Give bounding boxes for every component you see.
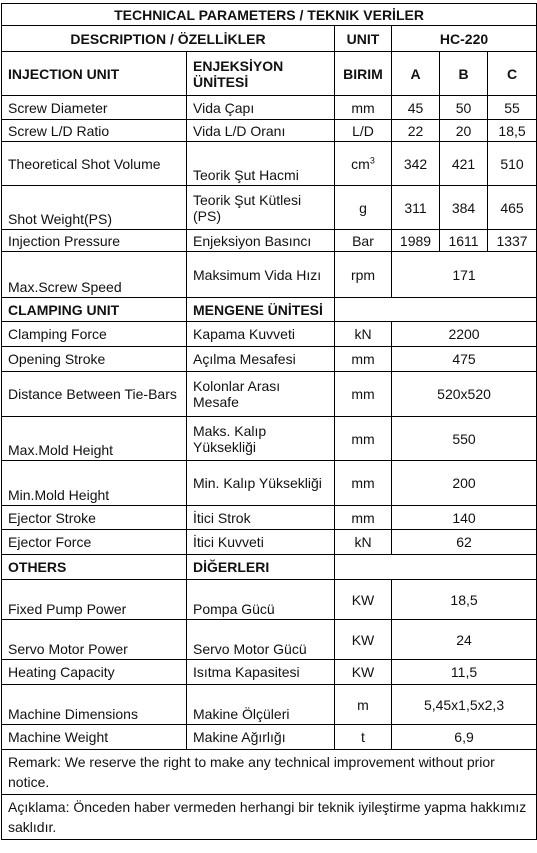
others-heading: OTHERS [2, 555, 187, 580]
param-value: 5,45x1,5x2,3 [392, 685, 537, 725]
table-row [2, 96, 537, 120]
table-row [2, 580, 537, 620]
unit-column-label: BIRIM [335, 52, 392, 96]
param-name-tr: Servo Motor Gücü [187, 620, 335, 660]
param-name-tr: Vida Çapı [187, 96, 335, 120]
param-value: 62 [392, 530, 537, 555]
table-row [2, 620, 537, 660]
param-name-tr: Kapama Kuvveti [187, 322, 335, 347]
param-name: Opening Stroke [2, 347, 187, 372]
param-value: 6,9 [392, 725, 537, 750]
variant-a-label: A [392, 52, 440, 96]
param-name: Screw L/D Ratio [2, 120, 187, 142]
param-unit: mm [335, 347, 392, 372]
param-unit: mm [335, 96, 392, 120]
table-row [2, 506, 537, 530]
injection-unit-heading-tr: ENJEKSİYON ÜNİTESİ [187, 52, 335, 96]
param-unit: KW [335, 580, 392, 620]
value-c: 18,5 [488, 120, 537, 142]
param-value: 475 [392, 347, 537, 372]
clamping-unit-heading-tr: MENGENE ÜNİTESİ [187, 298, 335, 322]
value-a: 22 [392, 120, 440, 142]
param-name: Ejector Force [2, 530, 187, 555]
model-header: HC-220 [392, 26, 537, 52]
param-unit: t [335, 725, 392, 750]
table-row [2, 685, 537, 725]
param-name-tr: Teorik Şut Hacmi [187, 142, 335, 186]
param-unit: $cm^3$ [335, 142, 392, 186]
param-value: 11,5 [392, 660, 537, 685]
param-value: 24 [392, 620, 537, 660]
param-name-tr: Kolonlar Arası Mesafe [187, 372, 335, 417]
param-name-tr: Enjeksiyon Basıncı [187, 230, 335, 252]
table-row [2, 252, 537, 298]
table-row [2, 417, 537, 461]
param-name-tr: Açılma Mesafesi [187, 347, 335, 372]
param-value: 18,5 [392, 580, 537, 620]
param-unit: kN [335, 530, 392, 555]
table-row [2, 725, 537, 750]
injection-unit-heading: INJECTION UNIT [2, 52, 187, 96]
remark-tr: Açıklama: Önceden haber vermeden herhangi bir teknik iyileştirme yapma hakkımız saklıdır. [2, 795, 537, 840]
table-row [2, 347, 537, 372]
value-b: 421 [440, 142, 488, 186]
param-unit: g [335, 186, 392, 230]
param-unit: L/D [335, 120, 392, 142]
description-header: DESCRIPTION / ÖZELLİKLER [2, 26, 335, 52]
table-title: TECHNICAL PARAMETERS / TEKNIK VERİLER [2, 4, 537, 26]
param-name-tr: Teorik Şut Kütlesi (PS) [187, 186, 335, 230]
value-a: 1989 [392, 230, 440, 252]
param-name: Machine Weight [2, 725, 187, 750]
param-value: 171 [392, 252, 537, 298]
param-unit: mm [335, 372, 392, 417]
remark-en: Remark: We reserve the right to make any technical improvement without prior notice. [2, 750, 537, 795]
param-name-tr: İtici Kuvveti [187, 530, 335, 555]
param-unit: mm [335, 417, 392, 461]
param-unit: kN [335, 322, 392, 347]
value-c: 465 [488, 186, 537, 230]
param-name: Theoretical Shot Volume [2, 142, 187, 186]
param-unit: KW [335, 660, 392, 685]
param-name-tr: Makine Ağırlığı [187, 725, 335, 750]
param-name: Fixed Pump Power [2, 580, 187, 620]
value-b: 20 [440, 120, 488, 142]
param-name: Servo Motor Power [2, 620, 187, 660]
value-c: 55 [488, 96, 537, 120]
value-a: 342 [392, 142, 440, 186]
param-unit: Bar [335, 230, 392, 252]
param-name: Clamping Force [2, 322, 187, 347]
param-name-tr: Maksimum Vida Hızı [187, 252, 335, 298]
section-spacer [335, 555, 537, 580]
param-name-tr: Makine Ölçüleri [187, 685, 335, 725]
variant-c-label: C [488, 52, 537, 96]
param-name: Heating Capacity [2, 660, 187, 685]
param-name: Shot Weight(PS) [2, 186, 187, 230]
value-a: 45 [392, 96, 440, 120]
param-name: Max.Screw Speed [2, 252, 187, 298]
param-name-tr: Vida L/D Oranı [187, 120, 335, 142]
param-name: Screw Diameter [2, 96, 187, 120]
param-name: Max.Mold Height [2, 417, 187, 461]
variant-b-label: B [440, 52, 488, 96]
param-value: 200 [392, 461, 537, 506]
param-value: 140 [392, 506, 537, 530]
param-name-tr: İtici Strok [187, 506, 335, 530]
technical-parameters-table [1, 3, 537, 840]
param-unit: KW [335, 620, 392, 660]
others-heading-tr: DİĞERLERI [187, 555, 335, 580]
table-row [2, 142, 537, 186]
param-unit: m [335, 685, 392, 725]
param-name-tr: Min. Kalıp Yüksekliği [187, 461, 335, 506]
table-row [2, 322, 537, 347]
param-value: 520x520 [392, 372, 537, 417]
param-name-tr: Pompa Gücü [187, 580, 335, 620]
param-unit: rpm [335, 252, 392, 298]
param-value: 550 [392, 417, 537, 461]
param-value: 2200 [392, 322, 537, 347]
table-row [2, 230, 537, 252]
param-name: Min.Mold Height [2, 461, 187, 506]
table-row [2, 530, 537, 555]
table-row [2, 120, 537, 142]
param-name: Ejector Stroke [2, 506, 187, 530]
table-row [2, 372, 537, 417]
value-b: 50 [440, 96, 488, 120]
value-b: 1611 [440, 230, 488, 252]
clamping-unit-heading: CLAMPING UNIT [2, 298, 187, 322]
param-name: Injection Pressure [2, 230, 187, 252]
value-b: 384 [440, 186, 488, 230]
unit-header: UNIT [335, 26, 392, 52]
table-row [2, 186, 537, 230]
table-row [2, 461, 537, 506]
param-name-tr: Maks. Kalıp Yüksekliği [187, 417, 335, 461]
table-row [2, 660, 537, 685]
param-name: Distance Between Tie-Bars [2, 372, 187, 417]
param-unit: mm [335, 461, 392, 506]
param-name-tr: Isıtma Kapasitesi [187, 660, 335, 685]
value-a: 311 [392, 186, 440, 230]
value-c: 510 [488, 142, 537, 186]
section-spacer [335, 298, 537, 322]
param-unit: mm [335, 506, 392, 530]
value-c: 1337 [488, 230, 537, 252]
param-name: Machine Dimensions [2, 685, 187, 725]
